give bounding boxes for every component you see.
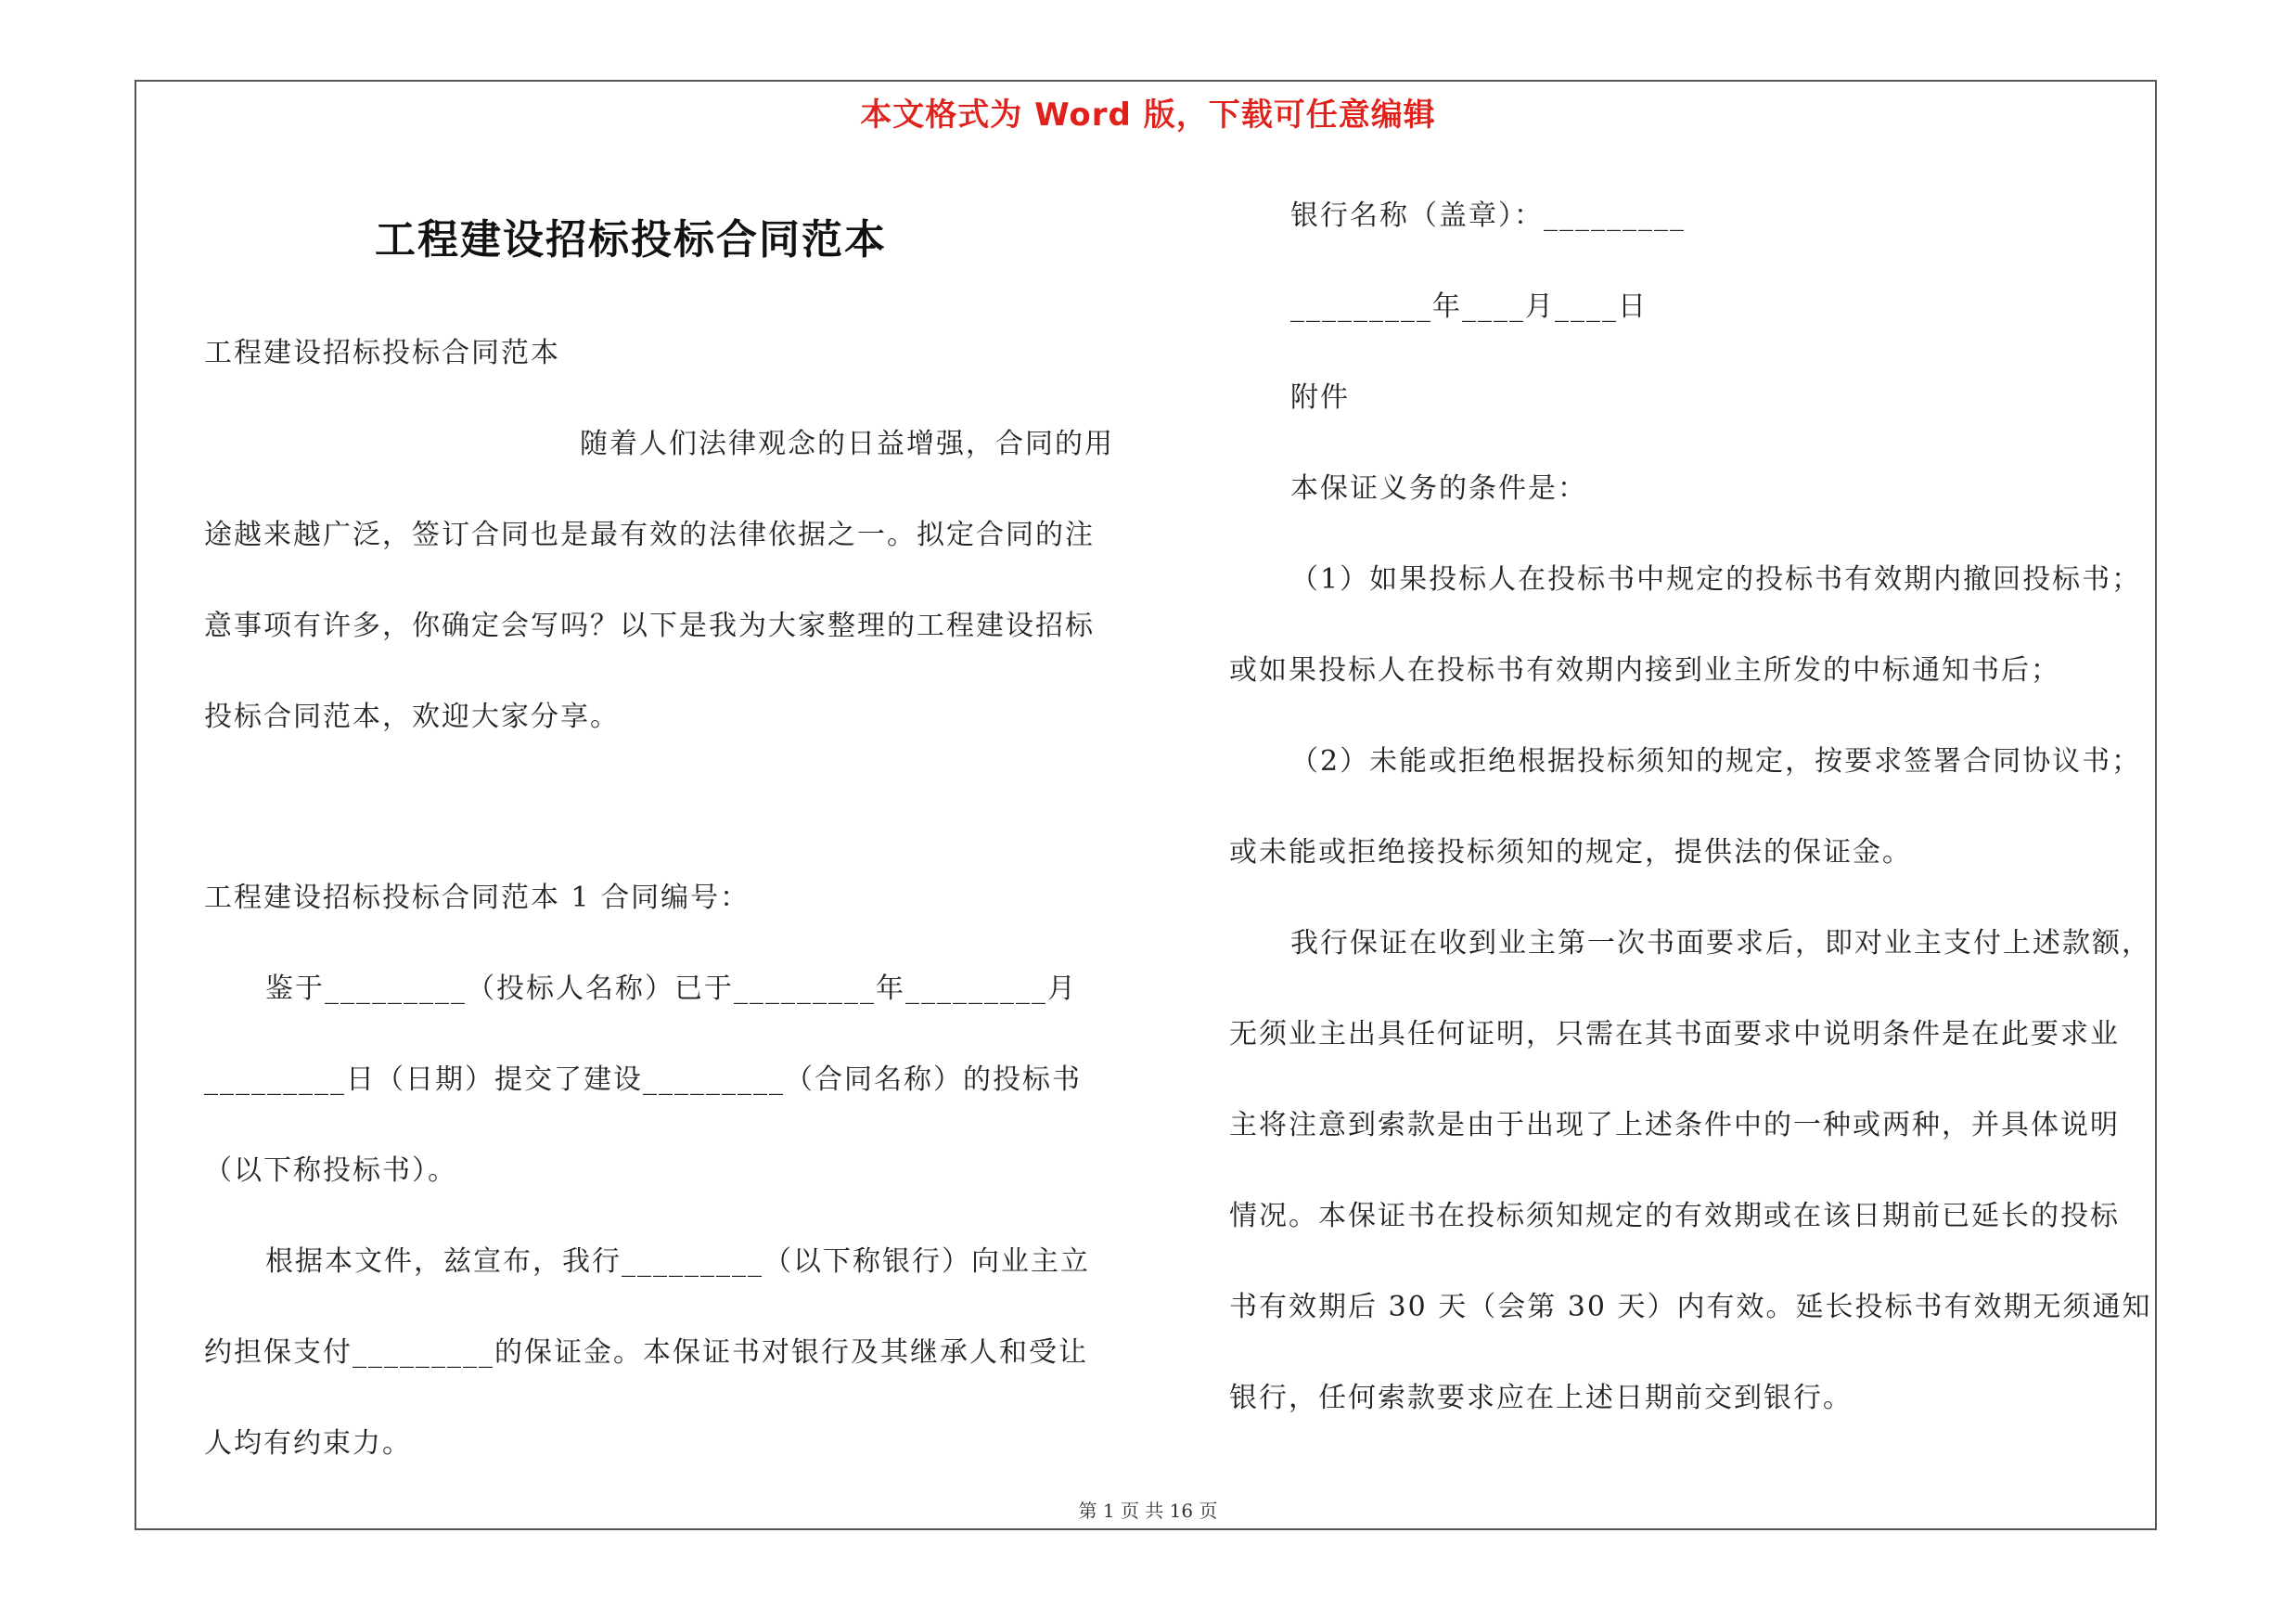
contract-heading: 工程建设招标投标合同范本 1 合同编号： [204,882,750,914]
intro-line-3: 意事项有许多，你确定会写吗？以下是我为大家整理的工程建设招标 [204,610,1095,642]
body-line-6: 人均有约束力。 [204,1427,412,1460]
guarantee-line-2: 无须业主出具任何证明，只需在其书面要求中说明条件是在此要求业 [1229,1018,2120,1050]
attachment-label: 附件 [1290,381,1350,414]
condition-2-line-2: 或未能或拒绝接投标须知的规定，提供法的保证金。 [1229,836,1912,869]
guarantee-line-5: 书有效期后 30 天（会第 30 天）内有效。延长投标书有效期无须通知 [1229,1291,2152,1323]
date-line: _________年____月____日 [1290,290,1648,323]
guarantee-line-6: 银行，任何索款要求应在上述日期前交到银行。 [1229,1382,1853,1414]
subtitle-line: 工程建设招标投标合同范本 [204,337,560,369]
condition-2-line-1: （2）未能或拒绝根据投标须知的规定，按要求签署合同协议书； [1290,745,2142,778]
document-title: 工程建设招标投标合同范本 [375,216,887,264]
word-format-banner: 本文格式为 Word 版，下载可任意编辑 [860,97,1436,134]
body-line-2: _________日（日期）提交了建设_________（合同名称）的投标书 [204,1063,1082,1096]
body-line-4: 根据本文件，兹宣布，我行_________（以下称银行）向业主立 [265,1245,1090,1278]
intro-line-2: 途越来越广泛，签订合同也是最有效的法律依据之一。拟定合同的注 [204,519,1095,551]
condition-1-line-2: 或如果投标人在投标书有效期内接到业主所发的中标通知书后； [1229,654,2060,687]
conditions-intro: 本保证义务的条件是： [1290,472,1587,505]
guarantee-line-1: 我行保证在收到业主第一次书面要求后，即对业主支付上述款额， [1290,927,2151,960]
intro-line-1: 随着人们法律观念的日益增强，合同的用 [580,428,1114,460]
bank-name-line: 银行名称（盖章）：_________ [1290,200,1686,232]
intro-line-4: 投标合同范本，欢迎大家分享。 [204,701,620,733]
body-line-1: 鉴于_________（投标人名称）已于_________年_________月 [265,973,1077,1005]
guarantee-line-3: 主将注意到索款是由于出现了上述条件中的一种或两种，并具体说明 [1229,1109,2120,1141]
condition-1-line-1: （1）如果投标人在投标书中规定的投标书有效期内撤回投标书； [1290,563,2142,596]
guarantee-line-4: 情况。本保证书在投标须知规定的有效期或在该日期前已延长的投标 [1229,1200,2120,1232]
body-line-3: （以下称投标书）。 [204,1154,457,1187]
page-number: 第 1 页 共 16 页 [1078,1500,1218,1522]
body-line-5: 约担保支付_________的保证金。本保证书对银行及其继承人和受让 [204,1336,1088,1369]
